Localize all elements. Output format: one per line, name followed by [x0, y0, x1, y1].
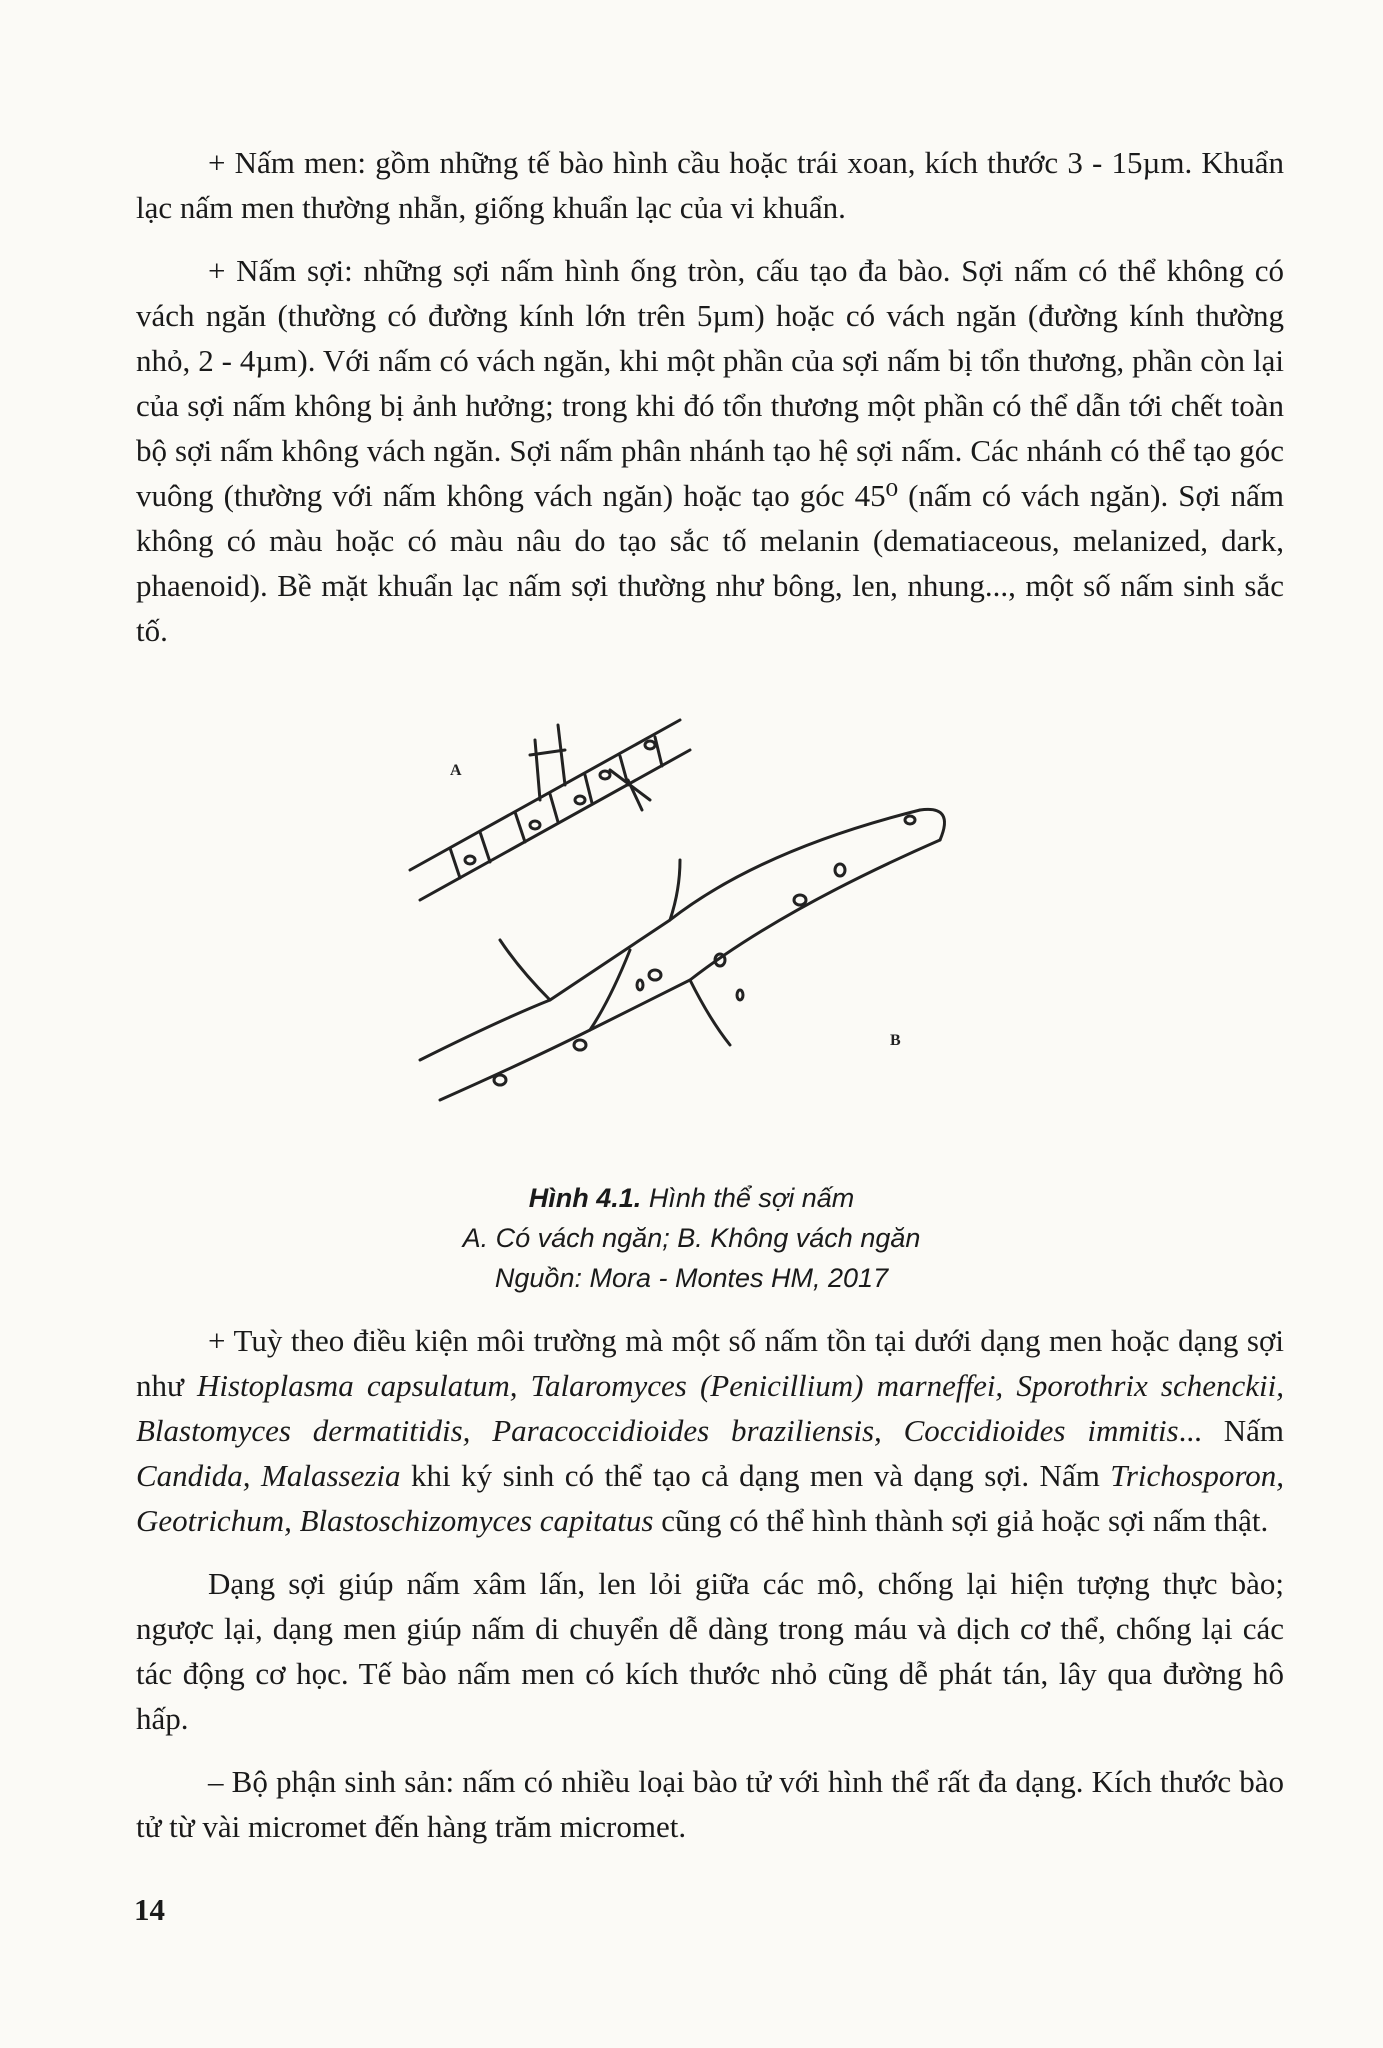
caption-title-line — [0, 1178, 1383, 1218]
species-list-2: Candida, Malassezia — [136, 1458, 401, 1493]
species-list-1: Histoplasma capsulatum, Talaromyces (Penicillium) marneffei, Sporothrix schenckii, Blastomyces dermatitidis, Paracoccidioides braziliensis, Coccidioides immitis — [136, 1368, 1284, 1448]
non-septate-hypha — [420, 809, 945, 1100]
caption-description: A. Có vách ngăn; B. Không vách ngăn — [462, 1223, 921, 1253]
paragraph-hyphae-role: Dạng sợi giúp nấm xâm lấn, len lỏi giữa các mô, chống lại hiện tượng thực bào; ngược lại, dạng men giúp nấm di chuyển dễ dàng trong máu và dịch cơ thể, chống lại các tác động cơ học. Tế bào nấm men có kích thước nhỏ cũng dễ phát tán, lây qua đường hô hấp. — [136, 1566, 1284, 1736]
paragraph-yeast: + Nấm men: gồm những tế bào hình cầu hoặc trái xoan, kích thước 3 - 15µm. Khuẩn lạc nấm men thường nhẵn, giống khuẩn lạc của vi khuẩn. — [136, 145, 1284, 225]
figure-label-a: A — [450, 762, 462, 779]
paragraph-mold: + Nấm sợi: những sợi nấm hình ống tròn, cấu tạo đa bào. Sợi nấm có thể không có vách ngăn (thường có đường kính lớn trên 5µm) hoặc có vách ngăn (đường kính thường nhỏ, 2 - 4µm). Với nấm có vách ngăn, khi một phần của sợi nấm bị tổn thương, phần còn lại của sợi nấm không bị ảnh hưởng; trong khi đó tổn thương một phần có thể dẫn tới chết toàn bộ sợi nấm không vách ngăn. Sợi nấm phân nhánh tạo hệ sợi nấm. Các nhánh có thể tạo góc vuông (thường với nấm không vách ngăn) hoặc tạo góc 45⁰ (nấm có vách ngăn). Sợi nấm không có màu hoặc có màu nâu do tạo sắc tố melanin (dematiaceous, melanized, dark, phaenoid). Bề mặt khuẩn lạc nấm sợi thường như bông, len, nhung..., một số nấm sinh sắc tố. — [136, 253, 1284, 648]
septate-hypha — [410, 720, 690, 900]
text-block-bottom — [136, 1318, 1284, 1867]
figure-caption — [0, 1178, 1383, 1298]
figure-label-b: B — [890, 1032, 901, 1049]
caption-title: Hình thể sợi nấm — [648, 1183, 855, 1213]
page-number: 14 — [134, 1892, 165, 1927]
paragraph-dimorphism: + Tuỳ theo điều kiện môi trường mà một số nấm tồn tại dưới dạng men hoặc dạng sợi như Histoplasma capsulatum, Talaromyces (Penicillium) marneffei, Sporothrix schenckii, Blastomyces dermatitidis, Paracoccidioides braziliensis, Coccidioides immitis... Nấm Candida, Malassezia khi ký sinh có thể tạo cả dạng men và dạng sợi. Nấm Trichosporon, Geotrichum, Blastoschizomyces capitatus cũng có thể hình thành sợi giả hoặc sợi nấm thật. — [136, 1323, 1284, 1538]
caption-number: Hình 4.1. — [528, 1183, 642, 1213]
caption-source: Nguồn: Mora - Montes HM, 2017 — [494, 1263, 889, 1293]
text-block-top — [136, 140, 1284, 671]
hyphae-figure — [380, 700, 1000, 1170]
species-list-3: Trichosporon, Geotrichum, Blastoschizomyces capitatus — [136, 1458, 1284, 1538]
paragraph-reproduction: – Bộ phận sinh sản: nấm có nhiều loại bào tử với hình thể rất đa dạng. Kích thước bào tử từ vài micromet đến hàng trăm micromet. — [136, 1764, 1284, 1844]
